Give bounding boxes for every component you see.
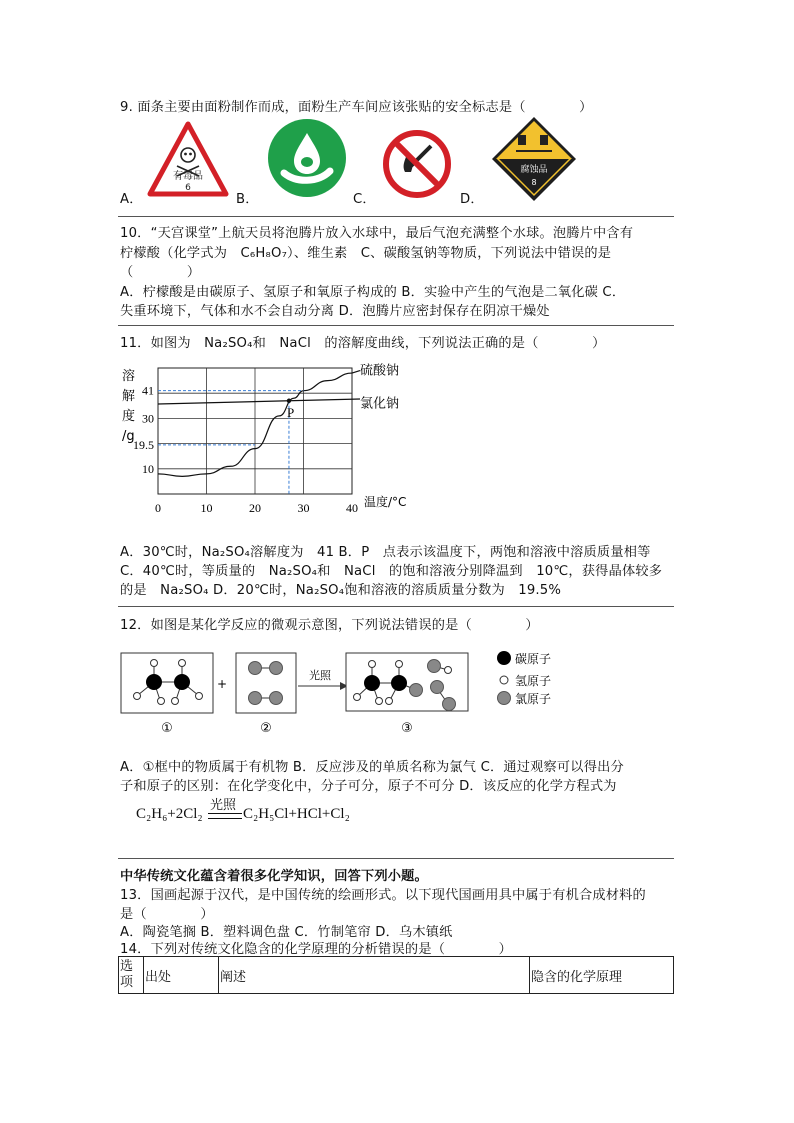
- q14-table: [118, 956, 674, 994]
- equation-condition: 光照: [210, 797, 237, 812]
- legend-hydrogen-icon: [500, 676, 508, 684]
- legend-carbon-label: 碳原子: [515, 652, 552, 666]
- y-tick-label: 41: [142, 383, 154, 398]
- point-p-label: P: [286, 404, 295, 420]
- box-2-label: ②: [260, 721, 272, 736]
- plus-sign: +: [216, 677, 228, 691]
- q11-line3: 的是 Na₂SO₄ D．20℃时，Na₂SO₄饱和溶液的溶质质量分数为 19.5%: [120, 583, 562, 598]
- q13-line2: 是（ ）: [120, 907, 214, 922]
- q14-stem: 14．下列对传统文化隐含的化学原理的分析错误的是（ ）: [120, 942, 513, 957]
- q12-stem: 12．如图是某化学反应的微观示意图，下列说法错误的是（ ）: [120, 618, 539, 633]
- table-header-option: 选项: [119, 957, 144, 994]
- table-header-row: [119, 957, 674, 994]
- y-tick-label: 10: [142, 461, 154, 476]
- reaction-diagram: [118, 648, 588, 740]
- divider: [118, 606, 674, 607]
- corrosive-sign-icon: [490, 115, 578, 203]
- legend-hydrogen-label: 氢原子: [515, 674, 552, 688]
- y-axis-label: 度: [122, 409, 136, 424]
- reaction-condition: 光照: [309, 669, 331, 682]
- equation-products: C₂H₅Cl+HCl+Cl₂: [243, 806, 350, 822]
- q9-option-d-label: D．: [460, 192, 484, 207]
- toxic-sign-number: 6: [185, 183, 191, 193]
- corrosive-sign-text: 腐蚀品: [520, 165, 548, 175]
- box-2: [236, 653, 296, 713]
- q11-line1: A．30℃时，Na₂SO₄溶解度为 41 B．P 点表示该温度下，两饱和溶液中溶质质量相等: [120, 545, 651, 560]
- series-line-na2so4-ext: [352, 371, 360, 374]
- section-heading: 中华传统文化蕴含着很多化学知识，回答下列小题。: [120, 869, 428, 884]
- y-tick-label: 30: [142, 411, 154, 426]
- q10-line1: 10．“天宫课堂”上航天员将泡腾片放入水球中，最后气泡充满整个水球。泡腾片中含有: [120, 226, 634, 241]
- y-tick-label: 19.5: [133, 437, 154, 452]
- divider: [118, 858, 674, 859]
- q10-line3: （ ）: [120, 265, 201, 280]
- q9-option-a-label: A．: [120, 192, 143, 207]
- x-tick-label: 40: [346, 501, 358, 515]
- table-header-principle: 隐含的化学原理: [530, 957, 674, 994]
- point-p: [287, 399, 291, 403]
- x-tick-label: 30: [297, 501, 310, 515]
- toxic-sign-text: 有毒品: [173, 171, 203, 182]
- q10-line5: 失重环境下，气体和水不会自动分离 D．泡腾片应密封保存在阴凉干燥处: [120, 304, 550, 319]
- box-1: [121, 653, 213, 713]
- divider: [118, 216, 674, 217]
- legend-chlorine-icon: [498, 692, 511, 705]
- q9-stem: 9. 面条主要由面粉制作而成，面粉生产车间应该张贴的安全标志是（ ）: [120, 100, 593, 115]
- x-tick-label: 20: [249, 501, 261, 515]
- x-tick-label: 10: [200, 501, 213, 515]
- divider: [118, 325, 674, 326]
- carbon-atom: [174, 674, 190, 690]
- legend-chlorine-label: 氯原子: [515, 692, 552, 706]
- q10-line4: A．柠檬酸是由碳原子、氢原子和氧原子构成的 B．实验中产生的气泡是二氧化碳 C．: [120, 285, 626, 300]
- water-saving-sign-icon: [266, 117, 348, 199]
- table-header-source: 出处: [144, 957, 219, 994]
- q9-option-b-label: B．: [236, 192, 259, 207]
- equation-reactants: C₂H₆+2Cl₂: [136, 806, 203, 822]
- q10-line2: 柠檬酸（化学式为 C₆H₈O₇）、维生素 C、碳酸氢钠等物质，下列说法中错误的是: [120, 246, 612, 261]
- series-label-nacl: 氯化钠: [360, 396, 400, 412]
- q12-line2: 子和原子的区别：在化学变化中，分子可分，原子不可分 D．该反应的化学方程式为: [120, 779, 617, 794]
- q12-line1: A．①框中的物质属于有机物 B．反应涉及的单质名称为氯气 C．通过观察可以得出分: [120, 760, 624, 775]
- y-axis-label: 解: [122, 389, 136, 404]
- no-smoking-sign-icon: [381, 128, 453, 200]
- toxic-sign-icon: [147, 120, 229, 198]
- solubility-chart: [112, 362, 412, 524]
- x-tick-label: 0: [155, 501, 161, 515]
- box-1-label: ①: [161, 721, 173, 736]
- carbon-atom: [146, 674, 162, 690]
- q13-line1: 13．国画起源于汉代，是中国传统的绘画形式。以下现代国画用具中属于有机合成材料的: [120, 888, 646, 903]
- x-axis-label: 温度/°C: [364, 495, 407, 509]
- q11-stem: 11．如图为 Na₂SO₄和 NaCl 的溶解度曲线，下列说法正确的是（ ）: [120, 336, 606, 351]
- series-label-na2so4: 硫酸钠: [360, 363, 400, 379]
- table-header-description: 阐述: [219, 957, 530, 994]
- y-axis-label: 溶: [122, 369, 136, 384]
- equation-equals: [208, 813, 242, 819]
- q13-line3: A．陶瓷笔搁 B．塑料调色盘 C．竹制笔帘 D．乌木镇纸: [120, 925, 453, 940]
- box-3-label: ③: [401, 721, 413, 736]
- q11-line2: C．40℃时，等质量的 Na₂SO₄和 NaCl 的饱和溶液分别降温到 10℃，获得晶体较多: [120, 564, 663, 579]
- q9-option-c-label: C．: [353, 192, 376, 207]
- y-axis-label: /g: [122, 429, 135, 444]
- legend-carbon-icon: [497, 651, 511, 665]
- corrosive-sign-number: 8: [531, 178, 537, 187]
